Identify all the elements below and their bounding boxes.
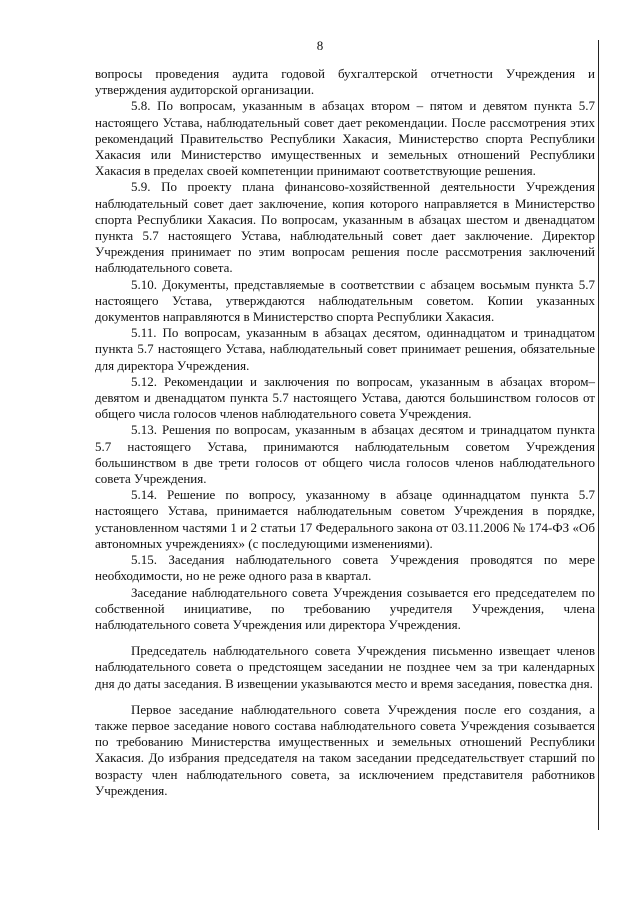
paragraph-5-14: 5.14. Решение по вопросу, указанному в абзаце одиннадцатом пункта 5.7 настоящего Устава, принимается наблюдательным советом Учреждения в порядке, установленном частями 1 и 2 статьи 17 Федерального закона от 03.11.2006 № 174-ФЗ «Об автономных учреждениях» (с последующими изменениями). bbox=[95, 487, 595, 551]
paragraph-5-11: 5.11. По вопросам, указанным в абзацах десятом, одиннадцатом и тринадцатом пункта 5.7 настоящего Устава, наблюдательный совет принимает решения, обязательные для директора Учреждения. bbox=[95, 325, 595, 373]
paragraph-continuation: вопросы проведения аудита годовой бухгалтерской отчетности Учреждения и утверждения аудиторской организации. bbox=[95, 66, 595, 98]
margin-line bbox=[598, 40, 599, 830]
paragraph-5-10: 5.10. Документы, представляемые в соответствии с абзацем восьмым пункта 5.7 настоящего Устава, утверждаются наблюдательным советом. Копии указанных документов направляются в Министерство спорта Республики Хакасия. bbox=[95, 276, 595, 325]
document-body bbox=[95, 66, 595, 799]
paragraph-first-meeting: Первое заседание наблюдательного совета Учреждения после его создания, а также первое заседание нового состава наблюдательного совета Учреждения созывается по требованию Министерства имущественных и земельных отношений Республики Хакасия. До избрания председателя на таком заседании председательствует старший по возрасту член наблюдательного совета, за исключением представителя работников Учреждения. bbox=[95, 701, 595, 798]
paragraph-5-15: 5.15. Заседания наблюдательного совета Учреждения проводятся по мере необходимости, но не реже одного раза в квартал. bbox=[95, 552, 595, 584]
paragraph-5-8: 5.8. По вопросам, указанным в абзацах втором – пятом и девятом пункта 5.7 настоящего Устава, наблюдательный совет дает рекомендации. После рассмотрения этих рекомендаций Правительство Республики Хакасия, Министерство спорта Республики Хакасия или Министерство имущественных и земельных отношений Республики Хакасия в пределах своей компетенции принимают соответствующие решения. bbox=[95, 98, 595, 179]
paragraph-5-9: 5.9. По проекту плана финансово-хозяйственной деятельности Учреждения наблюдательный совет дает заключение, копия которого направляется в Министерство спорта Республики Хакасия. По вопросам, указанным в абзацах шестом и двенадцатом пункта 5.7 настоящего Устава, наблюдательный совет дает заключение. Директор Учреждения принимает по этим вопросам решения после рассмотрения заключений наблюдательного совета. bbox=[95, 179, 595, 276]
paragraph-5-12: 5.12. Рекомендации и заключения по вопросам, указанным в абзацах втором–девятом и двенадцатом пункта 5.7 настоящего Устава, даются большинством голосов от общего числа голосов членов наблюдательного совета Учреждения. bbox=[95, 373, 595, 422]
paragraph-chair-notice: Председатель наблюдательного совета Учреждения письменно извещает членов наблюдательного совета о предстоящем заседании не позднее чем за три календарных дня до даты заседания. В извещении указываются место и время заседания, повестка дня. bbox=[95, 643, 595, 691]
paragraph-meeting-convening: Заседание наблюдательного совета Учреждения созывается его председателем по собственной инициативе, по требованию учредителя Учреждения, члена наблюдательного совета Учреждения или директора Учреждения. bbox=[95, 584, 595, 632]
paragraph-5-13: 5.13. Решения по вопросам, указанным в абзацах десятом и тринадцатом пункта 5.7 настоящего Устава, принимаются наблюдательным советом Учреждения большинством в две трети голосов от общего числа голосов членов наблюдательного совета Учреждения. bbox=[95, 422, 595, 487]
page-number: 8 bbox=[316, 38, 324, 53]
